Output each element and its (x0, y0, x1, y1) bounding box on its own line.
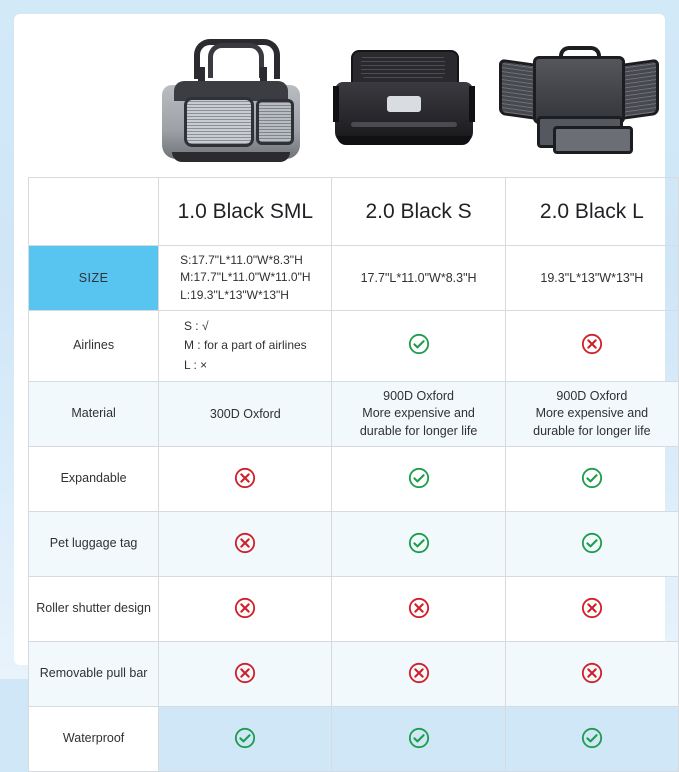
cell-airlines-2 (332, 311, 505, 382)
cell-airlines-3 (505, 311, 678, 382)
row-label-pet-luggage-tag: Pet luggage tag (29, 512, 159, 577)
product-name-1: 1.0 Black SML (159, 178, 332, 246)
cell-waterproof-2 (332, 707, 505, 772)
cross-icon (408, 662, 430, 684)
cell-roller-3 (505, 577, 678, 642)
cross-icon (408, 597, 430, 619)
cell-pullbar-1 (159, 642, 332, 707)
product-image-1 (144, 22, 317, 177)
row-label-roller-shutter-design: Roller shutter design (29, 577, 159, 642)
cell-pullbar-2 (332, 642, 505, 707)
product-image-row (144, 22, 664, 177)
cell-airlines-1: S : √ M : for a part of airlines L : × (159, 311, 332, 382)
cell-tag-2 (332, 512, 505, 577)
table-row (29, 311, 679, 382)
row-label-removable-pull-bar: Removable pull bar (29, 642, 159, 707)
table-row (29, 642, 679, 707)
cross-icon (234, 467, 256, 489)
cell-waterproof-3 (505, 707, 678, 772)
row-label-waterproof: Waterproof (29, 707, 159, 772)
cross-icon (581, 597, 603, 619)
cell-pullbar-3 (505, 642, 678, 707)
row-label-size: SIZE (29, 246, 159, 311)
check-icon (408, 467, 430, 489)
product-image-3 (491, 22, 664, 177)
cross-icon (581, 333, 603, 355)
table-row (29, 381, 679, 447)
product-name-3: 2.0 Black L (505, 178, 678, 246)
cell-expandable-1 (159, 447, 332, 512)
table-row (29, 577, 679, 642)
cross-icon (234, 597, 256, 619)
table-header-row (29, 178, 679, 246)
check-icon (408, 727, 430, 749)
check-icon (408, 333, 430, 355)
table-row (29, 512, 679, 577)
cell-tag-3 (505, 512, 678, 577)
cross-icon (581, 662, 603, 684)
check-icon (581, 532, 603, 554)
check-icon (581, 467, 603, 489)
cell-expandable-2 (332, 447, 505, 512)
comparison-card (14, 14, 665, 746)
check-icon (234, 727, 256, 749)
check-icon (408, 532, 430, 554)
product-image-2 (317, 22, 490, 177)
cell-material-2: 900D Oxford More expensive and durable for longer life (332, 381, 505, 447)
table-row (29, 447, 679, 512)
cell-size-3: 19.3"L*13"W*13"H (505, 246, 678, 311)
row-label-expandable: Expandable (29, 447, 159, 512)
cell-material-1: 300D Oxford (159, 381, 332, 447)
table-row (29, 246, 679, 311)
comparison-table (28, 177, 679, 772)
cell-size-2: 17.7"L*11.0"W*8.3"H (332, 246, 505, 311)
black-duffel-pet-carrier-icon (329, 40, 479, 160)
row-label-airlines: Airlines (29, 311, 159, 382)
cell-size-1: S:17.7"L*11.0"W*8.3"H M:17.7"L*11.0"W*11.0"H L:19.3"L*13"W*13"H (159, 246, 332, 311)
grey-black-duffel-pet-carrier-icon (156, 37, 306, 162)
table-row (29, 707, 679, 772)
check-icon (581, 727, 603, 749)
cell-roller-1 (159, 577, 332, 642)
cell-material-3: 900D Oxford More expensive and durable for longer life (505, 381, 678, 447)
row-label-material: Material (29, 381, 159, 447)
cell-roller-2 (332, 577, 505, 642)
cross-icon (234, 532, 256, 554)
black-expandable-pet-carrier-icon (497, 40, 657, 160)
cross-icon (234, 662, 256, 684)
cell-expandable-3 (505, 447, 678, 512)
product-name-2: 2.0 Black S (332, 178, 505, 246)
cell-waterproof-1 (159, 707, 332, 772)
cell-tag-1 (159, 512, 332, 577)
header-corner-cell (29, 178, 159, 246)
